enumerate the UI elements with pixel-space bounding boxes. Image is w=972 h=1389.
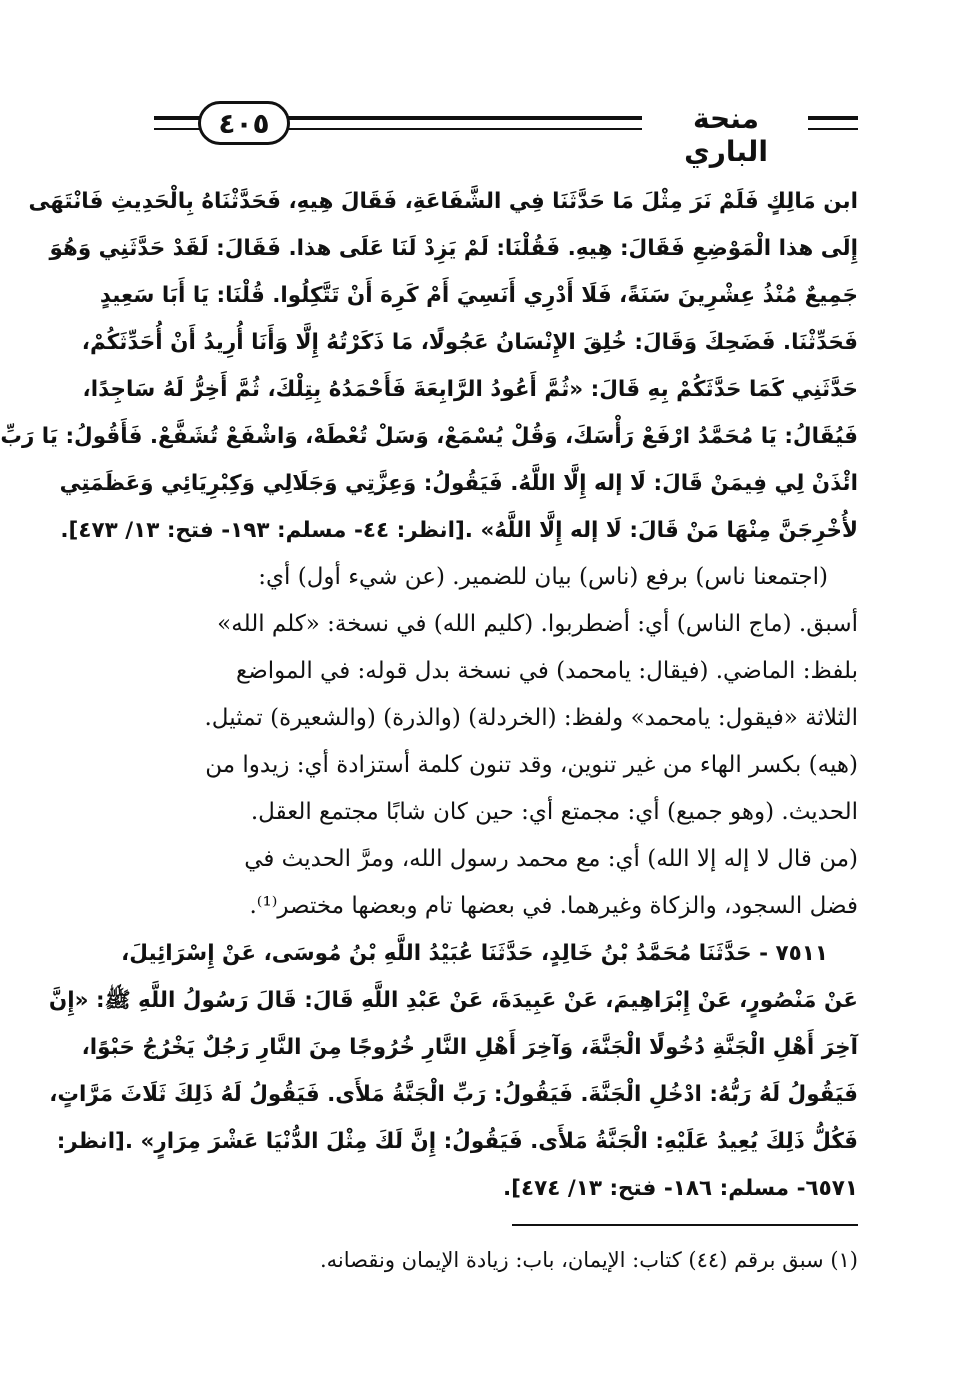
commentary-line: الحديث. (وهو جميع) أي: مجمتع أي: حين كان شابًا مجتمع العقل. bbox=[250, 799, 858, 825]
text-line: ائْذَنْ لِي فِيمَنْ قَالَ: لَا إله إِلَّا اللَّهُ. فَيَقُولُ: وَعِزَّتِي وَجَلَالِي وَكِبْرِيَائِي وَعَظَمَتِي bbox=[59, 471, 858, 496]
text-line: جَمِيعٌ مُنْذُ عِشْرِينَ سَنَةً، فَلَا أَدْرِي أَنَسِيَ أَمْ كَرِهَ أَنْ تَتَّكِلُوا. قُلْنَا: يَا أَبَا سَعِيدٍ bbox=[99, 283, 858, 308]
hadith-line: آخِرَ أَهْلِ الْجَنَّةِ دُخُولًا الْجَنَّةَ، وَآخِرَ أَهْلِ النَّارِ خُرُوجًا مِنَ النَّارِ رَجُلٌ يَخْرُجُ حَبْوًا، bbox=[81, 1035, 858, 1060]
text-line: إِلَى هذا الْمَوْضِعِ فَقَالَ: هِيهِ. فَقُلْنَا: لَمْ يَزِدْ لَنَا عَلَى هذا. فَقَالَ: لَقَدْ حَدَّثَنِي وَهُوَ bbox=[49, 236, 858, 261]
commentary-line: فضل السجود، والزكاة وغيرهما. في بعضها تام وبعضها مختصر⁽¹⁾. bbox=[249, 893, 858, 919]
header-rule-left-thin bbox=[154, 128, 200, 130]
hadith-line: ٦٥٧١- مسلم: ١٨٦- فتح: ١٣/ ٤٧٤]. bbox=[502, 1176, 858, 1201]
text-line: لأُخْرِجَنَّ مِنْهَا مَنْ قَالَ: لَا إله إِلَّا اللَّهُ» .[انظر: ٤٤- مسلم: ١٩٣- فتح: ١٣/ ٤٧٣]. bbox=[60, 518, 858, 543]
hadith-line: فَيَقُولُ لَهُ رَبُّهُ: ادْخُلِ الْجَنَّةَ. فَيَقُولُ: رَبِّ الْجَنَّةُ مَلأَى. فَيَقُولُ لَهُ ذَلِكَ ثَلَاثَ مَرَّاتٍ، bbox=[49, 1082, 858, 1107]
commentary-line: بلفظ: الماضي. (فيقال: يامحمد) في نسخة بدل قوله: في المواضع bbox=[236, 658, 858, 684]
hadith-line: فَكُلُّ ذَلِكَ يُعِيدُ عَلَيْهِ: الْجَنَّةُ مَلأَى. فَيَقُولُ: إِنَّ لَكَ مِثْلَ الدُّنْيَا عَشْرَ مِرَارٍ» .[انظر: bbox=[56, 1129, 858, 1154]
header-rule-left-thick bbox=[154, 116, 200, 120]
header-rule-right-thick bbox=[808, 116, 858, 120]
text-line: فَيُقَالُ: يَا مُحَمَّدُ ارْفَعْ رَأْسَكَ، وَقُلْ يُسْمَعْ، وَسَلْ تُعْطَهْ، وَاشْفَعْ تُشَفَّعْ. فَأَقُولُ: يَا رَبِّ bbox=[0, 424, 858, 449]
footnote: (١) سبق برقم (٤٤) كتاب: الإيمان، باب: زيادة الإيمان ونقصانه. bbox=[319, 1248, 858, 1272]
commentary-line: (هيه) بكسر الهاء من غير تنوين، وقد تنون كلمة أستزادة أي: زيدوا من bbox=[205, 752, 858, 778]
commentary-line: (اجتمعنا ناس) برفع (ناس) بيان للضمير. (عن شيء أول) أي: bbox=[258, 564, 828, 590]
commentary-line: الثلاثة «فيقول: يامحمد» ولفظ: (الخردلة) (والذرة) (والشعيرة) تمثيل. bbox=[204, 705, 858, 731]
footnote-separator bbox=[512, 1224, 858, 1226]
commentary-line: (من قال لا إله إلا الله) أي: مع محمد رسول الله، ومرَّ الحديث في bbox=[244, 846, 858, 872]
text-line: حَدَّثَنِي كَمَا حَدَّثَكُمْ بِهِ قَالَ: «ثُمَّ أَعُودُ الرَّابِعَةَ فَأَحْمَدُهُ بِتِلْكَ، ثُمَّ أَخِرُّ لَهُ سَاجِدًا، bbox=[82, 377, 858, 402]
text-line: ابن مَالِكٍ فَلَمْ نَرَ مِثْلَ مَا حَدَّثَنَا فِي الشَّفَاعَةِ، فَقَالَ هِيهِ، فَحَدَّثْنَاهُ بِالْحَدِيثِ فَانْتَهَى bbox=[28, 189, 858, 214]
header-rule-right-thin bbox=[808, 128, 858, 130]
header-rule-middle-thin bbox=[288, 128, 642, 130]
commentary-line: أسبق. (ماج الناس) أي: أضطربوا. (كليم الله) في نسخة: «كلم الله» bbox=[217, 611, 858, 637]
text-line: فَحَدِّثْنَا. فَضَحِكَ وَقَالَ: خُلِقَ الإِنْسَانُ عَجُولًا، مَا ذَكَرْتُهُ إِلَّا وَأَنَا أُرِيدُ أَنْ أُحَدِّثَكُمْ، bbox=[81, 330, 858, 355]
page-number: ٤٠٥ bbox=[198, 101, 290, 145]
hadith-line: عَنْ مَنْصُورٍ، عَنْ إِبْرَاهِيمَ، عَنْ عَبِيدَةَ، عَنْ عَبْدِ اللَّهِ قَالَ: قَالَ رَسُولُ اللَّهِ ﷺ: «إِنَّ bbox=[48, 988, 858, 1013]
header-rule-middle-thick bbox=[288, 116, 642, 120]
page-header bbox=[12, 0, 972, 168]
body-text bbox=[0, 178, 858, 1212]
hadith-line: ٧٥١١ - حَدَّثَنَا مُحَمَّدُ بْنُ خَالِدٍ، حَدَّثَنَا عُبَيْدُ اللَّهِ بْنُ مُوسَى، عَنْ إِسْرَائِيلَ، bbox=[121, 941, 828, 966]
running-title: منحة الباري bbox=[684, 102, 768, 168]
